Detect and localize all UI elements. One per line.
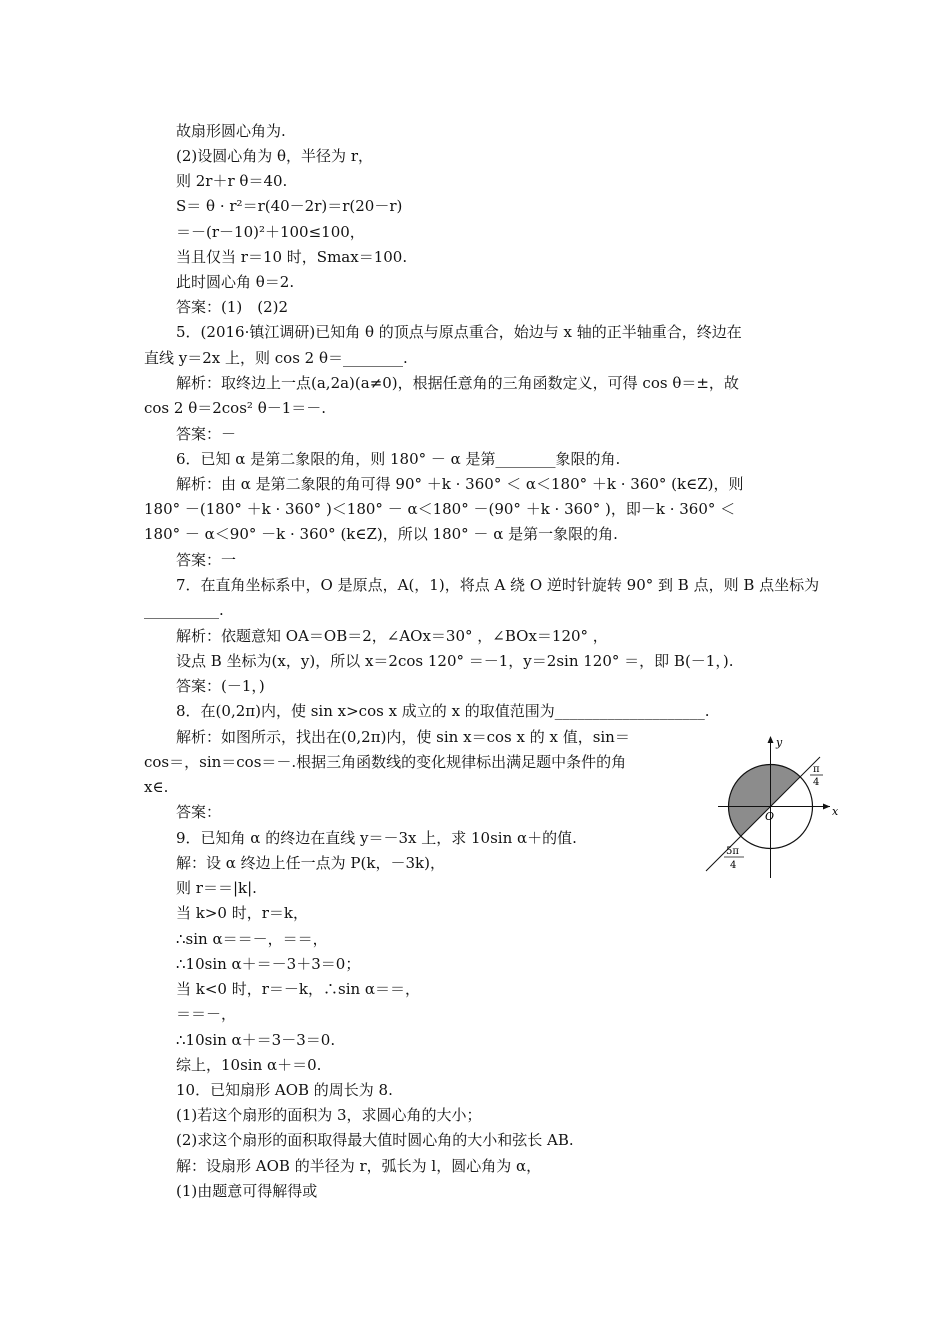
answer-line: 答案： — [176, 803, 222, 821]
y-axis-arrow — [768, 736, 774, 743]
answer-line: 答案：(－1，) — [176, 677, 265, 695]
lower-angle-denominator: 4 — [730, 860, 737, 871]
unit-circle-svg — [702, 730, 852, 880]
question-7: 7．在直角坐标系中，O 是原点，A(，1)，将点 A 绕 O 逆时针旋转 90° 到 B 点，则 B 点坐标为 — [176, 576, 820, 594]
question-10: 10．已知扇形 AOB 的周长为 8. — [176, 1081, 393, 1099]
text-line: 当 k<0 时，r＝－k，∴sin α＝＝， — [176, 980, 421, 998]
text-line: (2)设圆心角为 θ，半径为 r， — [176, 147, 373, 165]
question-9: 9．已知角 α 的终边在直线 y＝－3x 上，求 10sin α＋的值. — [176, 829, 577, 847]
text-line: S＝ θ · r²＝r(40－2r)＝r(20－r) — [176, 197, 403, 215]
text-line: 当且仅当 r＝10 时，Smax＝100. — [176, 248, 408, 266]
text-line: 则 r＝＝|k|. — [176, 879, 257, 897]
text-line: ∴10sin α＋＝－3＋3＝0； — [176, 955, 361, 973]
text-line: cos 2 θ＝2cos² θ－1＝－. — [144, 399, 327, 417]
answer-line: 答案：(1) (2)2 — [176, 298, 289, 316]
lower-angle-numerator: 5π — [726, 846, 739, 857]
text-line: __________. — [144, 601, 224, 619]
text-line: x∈. — [144, 778, 169, 796]
x-axis-label: x — [832, 805, 839, 818]
question-6: 6．已知 α 是第二象限的角，则 180° － α 是第________象限的角. — [176, 450, 621, 468]
text-line: 此时圆心角 θ＝2. — [176, 273, 295, 291]
text-line: ∴sin α＝＝－，＝＝， — [176, 930, 328, 948]
answer-line: 答案：一 — [176, 551, 237, 569]
text-line: (1)由题意可得解得或 — [176, 1182, 318, 1200]
text-line: (2)求这个扇形的面积取得最大值时圆心角的大小和弦长 AB. — [176, 1131, 574, 1149]
text-line: 直线 y＝2x 上，则 cos 2 θ＝________. — [144, 349, 408, 367]
text-line: ∴10sin α＋＝3－3＝0. — [176, 1031, 336, 1049]
text-line: 设点 B 坐标为(x，y)，所以 x＝2cos 120° ＝－1，y＝2sin 120° ＝，即 B(－1，). — [176, 652, 734, 670]
unit-circle-figure — [702, 730, 852, 880]
solution-line: 解：设 α 终边上任一点为 P(k，－3k)， — [176, 854, 445, 872]
text-line: ＝＝－， — [176, 1005, 237, 1023]
text-line: 180° － α＜90° －k · 360° (k∈Z)，所以 180° － α 是第一象限的角. — [144, 525, 618, 543]
question-5: 5．(2016·镇江调研)已知角 θ 的顶点与原点重合，始边与 x 轴的正半轴重合，终边在 — [176, 323, 742, 341]
solution-line: 解：设扇形 AOB 的半径为 r，弧长为 l，圆心角为 α， — [176, 1157, 542, 1175]
text-line: 180° －(180° ＋k · 360° )＜180° － α＜180° －(90° ＋k · 360° )，即－k · 360° ＜ — [144, 500, 736, 518]
text-line: 故扇形圆心角为. — [176, 122, 286, 140]
text-line: 综上，10sin α＋＝0. — [176, 1056, 322, 1074]
y-axis-label: y — [776, 736, 783, 749]
question-8: 8．在(0,2π)内，使 sin x>cos x 成立的 x 的取值范围为____________________. — [176, 702, 710, 720]
answer-line: 答案：－ — [176, 425, 237, 443]
solution-line: 解析：如图所示，找出在(0,2π)内，使 sin x＝cos x 的 x 值，sin＝ — [176, 728, 630, 746]
shaded-region — [728, 764, 800, 836]
solution-line: 解析：取终边上一点(a,2a)(a≠0)，根据任意角的三角函数定义，可得 cos θ＝±，故 — [176, 374, 739, 392]
x-axis-arrow — [823, 804, 830, 810]
upper-angle-numerator: π — [813, 764, 820, 775]
text-line: cos＝，sin＝cos＝－.根据三角函数线的变化规律标出满足题中条件的角 — [144, 753, 627, 771]
text-line: 当 k>0 时，r＝k， — [176, 904, 308, 922]
solution-line: 解析：由 α 是第二象限的角可得 90° ＋k · 360° ＜ α＜180° ＋k · 360° (k∈Z)，则 — [176, 475, 744, 493]
text-line: (1)若这个扇形的面积为 3，求圆心角的大小； — [176, 1106, 482, 1124]
origin-label: O — [765, 810, 775, 823]
text-line: ＝－(r－10)²＋100≤100， — [176, 223, 365, 241]
solution-line: 解析：依题意知 OA＝OB＝2，∠AOx＝30° ，∠BOx＝120° ， — [176, 627, 608, 645]
text-line: 则 2r＋r θ＝40. — [176, 172, 288, 190]
upper-angle-denominator: 4 — [813, 777, 820, 788]
